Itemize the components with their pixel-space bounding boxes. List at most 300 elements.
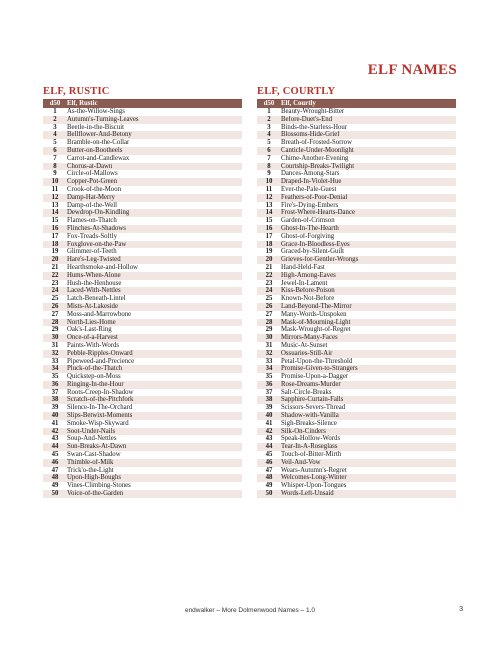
table-row — [257, 295, 456, 303]
table-row — [257, 373, 456, 381]
table-elf-rustic — [43, 86, 242, 498]
table-row — [43, 459, 242, 467]
row-name: Wears-Autumn's-Regret — [281, 466, 347, 474]
row-name: Beauty-Wrought-Bitter — [281, 108, 345, 115]
table-row — [43, 435, 242, 443]
row-number: 4 — [43, 131, 67, 139]
row-number: 45 — [265, 451, 273, 459]
table-row — [257, 155, 456, 163]
table-row — [257, 334, 456, 342]
row-name: Mirrors-Many-Faces — [281, 334, 456, 342]
table-row — [43, 350, 242, 358]
row-name: Bellflower-And-Betony — [67, 131, 242, 139]
table-row — [257, 490, 456, 498]
row-name: Autumn's-Turning-Leaves — [67, 116, 242, 124]
row-name: Tear-In-A-Roseglass — [281, 443, 456, 451]
row-number: 19 — [51, 248, 59, 256]
row-name: Land-Beyond-The-Mirror — [281, 303, 456, 311]
row-number: 43 — [51, 435, 59, 443]
table-elf-courtly — [257, 86, 456, 498]
table-row — [257, 241, 456, 249]
names-table — [43, 100, 242, 498]
row-number: 44 — [257, 443, 281, 451]
row-name: Swan-Cast-Shadow — [67, 451, 121, 459]
table-row — [257, 124, 456, 132]
table-row — [257, 202, 456, 210]
column-header-die: d50 — [257, 100, 281, 108]
table-row — [257, 459, 456, 467]
page-title: ELF NAMES — [367, 62, 457, 78]
row-name: Many-Words-Unspoken — [281, 310, 347, 318]
table-row — [43, 287, 242, 295]
row-number: 48 — [257, 474, 281, 482]
row-name: Shadow-with-Vanilla — [281, 412, 456, 420]
row-number: 21 — [51, 263, 59, 271]
row-name: Pluck-of-the-Thatch — [67, 365, 242, 373]
table-row — [257, 365, 456, 373]
row-name: Hare's-Leg-Twisted — [67, 256, 242, 264]
table-row — [257, 420, 456, 428]
table-row — [257, 264, 456, 272]
row-name: Bramble-on-the-Collar — [67, 139, 130, 147]
row-number: 37 — [51, 388, 59, 396]
section-title: ELF, RUSTIC — [43, 86, 242, 100]
table-row — [257, 131, 456, 139]
row-name: Sapphire-Curtain-Falls — [281, 396, 456, 404]
table-row — [43, 412, 242, 420]
row-number: 29 — [51, 326, 59, 334]
table-row — [257, 256, 456, 264]
table-row — [257, 396, 456, 404]
row-name: Roots-Creep-In-Shadow — [67, 388, 134, 396]
table-row — [43, 209, 242, 217]
row-name: Draped-In-Violet-Hue — [281, 178, 456, 186]
row-number: 9 — [53, 170, 57, 178]
row-name: Music-At-Sunset — [281, 341, 328, 349]
row-number: 13 — [265, 201, 273, 209]
table-row — [257, 350, 456, 358]
table-row — [257, 163, 456, 171]
row-number: 47 — [51, 466, 59, 474]
table-row — [257, 404, 456, 412]
row-number: 49 — [265, 482, 273, 490]
table-row — [257, 326, 456, 334]
table-row — [43, 342, 242, 350]
table-row — [257, 217, 456, 225]
table-header-row — [43, 100, 242, 108]
row-number: 24 — [43, 287, 67, 295]
row-number: 5 — [267, 139, 271, 147]
row-name: Whisper-Upon-Tongues — [281, 482, 347, 490]
row-number: 6 — [257, 147, 281, 155]
table-row — [43, 147, 242, 155]
row-name: Veil-And-Vow — [281, 459, 456, 467]
row-number: 32 — [257, 350, 281, 358]
row-number: 30 — [43, 334, 67, 342]
table-row — [43, 131, 242, 139]
row-name: Graced-by-Silent-Guilt — [281, 248, 345, 256]
table-row — [43, 358, 242, 366]
row-number: 41 — [265, 419, 273, 427]
row-number: 23 — [51, 279, 59, 287]
row-name: Frost-Where-Hearts-Dance — [281, 209, 456, 217]
row-number: 11 — [51, 185, 59, 193]
row-name: Hush-the-Henhouse — [67, 279, 122, 287]
table-row — [43, 326, 242, 334]
row-number: 48 — [43, 474, 67, 482]
row-name: Scratch-of-the-Pitchfork — [67, 396, 242, 404]
row-name: Chorus-at-Dawn — [67, 163, 242, 171]
row-number: 3 — [267, 123, 271, 131]
table-row — [257, 311, 456, 319]
row-number: 4 — [257, 131, 281, 139]
row-number: 34 — [257, 365, 281, 373]
row-name: Fox-Treads-Softly — [67, 232, 117, 240]
table-row — [43, 272, 242, 280]
table-row — [43, 256, 242, 264]
row-name: Courtship-Breaks-Twilight — [281, 163, 456, 171]
table-row — [43, 334, 242, 342]
row-name: Glimmer-of-Teeth — [67, 248, 117, 256]
row-name: Beetle-in-the-Biscuit — [67, 123, 125, 131]
table-row — [43, 482, 242, 490]
row-number: 18 — [257, 241, 281, 249]
row-number: 8 — [257, 163, 281, 171]
row-number: 24 — [257, 287, 281, 295]
table-row — [257, 186, 456, 194]
row-number: 41 — [51, 419, 59, 427]
row-number: 14 — [257, 209, 281, 217]
table-row — [257, 170, 456, 178]
table-row — [257, 319, 456, 327]
row-number: 35 — [265, 373, 273, 381]
row-name: Before-Duet's-End — [281, 116, 456, 124]
row-name: Salt-Circle-Breaks — [281, 388, 332, 396]
row-number: 32 — [43, 350, 67, 358]
row-number: 17 — [51, 232, 59, 240]
table-row — [257, 381, 456, 389]
row-name: Scissors-Severs-Thread — [281, 404, 346, 412]
row-number: 25 — [265, 295, 273, 303]
row-number: 10 — [43, 178, 67, 186]
table-row — [43, 428, 242, 436]
table-row — [43, 404, 242, 412]
row-number: 42 — [43, 428, 67, 436]
row-number: 26 — [43, 303, 67, 311]
table-row — [43, 365, 242, 373]
row-name: Butter-on-Bootheels — [67, 147, 242, 155]
row-number: 28 — [257, 319, 281, 327]
row-name: Slips-Betwixt-Moments — [67, 412, 242, 420]
row-name: As-the-Willow-Sings — [67, 108, 125, 115]
row-name: Pipeweed-and-Precience — [67, 357, 135, 365]
row-number: 40 — [43, 412, 67, 420]
table-row — [43, 225, 242, 233]
row-name: Breath-of-Frosted-Sorrow — [281, 139, 352, 147]
column-header-name: Elf, Rustic — [67, 100, 242, 108]
table-row — [43, 443, 242, 451]
row-name: Grieves-for-Gentler-Wrongs — [281, 256, 456, 264]
row-number: 2 — [257, 116, 281, 124]
row-name: Ghost-In-The-Hearth — [281, 225, 456, 233]
table-row — [43, 241, 242, 249]
row-name: Binds-the-Starless-Hour — [281, 123, 348, 131]
table-row — [257, 194, 456, 202]
table-row — [257, 443, 456, 451]
names-table — [257, 100, 456, 498]
row-number: 46 — [43, 459, 67, 467]
row-number: 45 — [51, 451, 59, 459]
row-name: Ever-the-Pale-Guest — [281, 185, 337, 193]
row-name: Mask-of-Mourning-Light — [281, 319, 456, 327]
column-header-die: d50 — [43, 100, 67, 108]
table-row — [257, 428, 456, 436]
row-name: North-Lies-Home — [67, 319, 242, 327]
row-name: High-Among-Eaves — [281, 272, 456, 280]
table-row — [257, 108, 456, 116]
table-row — [43, 155, 242, 163]
row-name: Hearthsmoke-and-Hollow — [67, 263, 138, 271]
row-number: 38 — [43, 396, 67, 404]
table-row — [43, 194, 242, 202]
row-name: Chime-Another-Evening — [281, 154, 349, 162]
table-body — [43, 108, 242, 498]
row-name: Paints-With-Words — [67, 341, 120, 349]
row-number: 47 — [265, 466, 273, 474]
row-name: Canticle-Under-Moonlight — [281, 147, 456, 155]
row-name: Damp-Hat-Merry — [67, 194, 242, 202]
table-row — [257, 467, 456, 475]
row-name: Carrot-and-Candlewax — [67, 154, 130, 162]
table-body — [257, 108, 456, 498]
row-number: 5 — [53, 139, 57, 147]
row-number: 7 — [267, 154, 271, 162]
row-name: Silk-On-Cinders — [281, 428, 456, 436]
row-number: 22 — [43, 272, 67, 280]
row-number: 8 — [43, 163, 67, 171]
row-name: Pebble-Ripples-Onward — [67, 350, 242, 358]
row-number: 21 — [265, 263, 273, 271]
row-name: Flames-on-Thatch — [67, 217, 117, 225]
table-row — [43, 170, 242, 178]
row-number: 35 — [51, 373, 59, 381]
row-number: 16 — [43, 225, 67, 233]
table-row — [257, 225, 456, 233]
row-number: 14 — [43, 209, 67, 217]
row-name: Known-Not-Before — [281, 295, 335, 303]
table-row — [43, 264, 242, 272]
table-row — [257, 233, 456, 241]
row-number: 44 — [43, 443, 67, 451]
table-row — [43, 311, 242, 319]
row-name: Moss-and-Marrowbone — [67, 310, 132, 318]
row-number: 50 — [43, 490, 67, 498]
table-row — [43, 420, 242, 428]
table-row — [257, 287, 456, 295]
row-name: Ringing-In-the-Hour — [67, 381, 242, 389]
table-row — [43, 124, 242, 132]
row-number: 40 — [257, 412, 281, 420]
row-name: Sun-Breaks-At-Dawn — [67, 443, 242, 451]
table-row — [43, 202, 242, 210]
table-row — [43, 474, 242, 482]
row-number: 12 — [43, 194, 67, 202]
table-row — [257, 147, 456, 155]
table-row — [43, 303, 242, 311]
row-number: 29 — [265, 326, 273, 334]
row-name: Latch-Beneath-Lintel — [67, 295, 126, 303]
row-name: Upon-High-Boughs — [67, 474, 242, 482]
table-row — [43, 389, 242, 397]
row-name: Fire's-Dying-Embers — [281, 201, 339, 209]
table-row — [43, 217, 242, 225]
row-name: Welcomes-Long-Winter — [281, 474, 456, 482]
table-row — [43, 233, 242, 241]
row-number: 42 — [257, 428, 281, 436]
row-name: Words-Left-Unsaid — [281, 490, 456, 498]
table-row — [43, 280, 242, 288]
table-row — [257, 116, 456, 124]
row-number: 36 — [257, 381, 281, 389]
row-number: 19 — [265, 248, 273, 256]
column-header-name: Elf, Courtly — [281, 100, 456, 108]
row-number: 33 — [265, 357, 273, 365]
section-title: ELF, COURTLY — [257, 86, 456, 100]
row-number: 33 — [51, 357, 59, 365]
row-number: 25 — [51, 295, 59, 303]
row-name: Dances-Among-Stars — [281, 170, 340, 178]
row-name: Speak-Hollow-Words — [281, 435, 341, 443]
row-number: 3 — [53, 123, 57, 131]
row-name: Foxglove-on-the-Paw — [67, 241, 242, 249]
row-number: 46 — [257, 459, 281, 467]
row-name: Dewdrop-On-Kindling — [67, 209, 242, 217]
row-number: 27 — [265, 310, 273, 318]
row-name: Ghost-of-Forgiving — [281, 232, 335, 240]
row-number: 10 — [257, 178, 281, 186]
table-row — [257, 209, 456, 217]
table-row — [43, 248, 242, 256]
row-name: Smoke-Wisp-Skyward — [67, 419, 129, 427]
row-name: Laced-With-Nettles — [67, 287, 242, 295]
row-name: Copper-Pot-Green — [67, 178, 242, 186]
row-name: Vines-Climbing-Stones — [67, 482, 131, 490]
row-number: 11 — [265, 185, 273, 193]
row-number: 13 — [51, 201, 59, 209]
row-name: Sigh-Breaks-Silence — [281, 419, 337, 427]
table-row — [43, 139, 242, 147]
row-name: Damp-of-the-Well — [67, 201, 118, 209]
table-row — [257, 280, 456, 288]
row-name: Thimble-of-Milk — [67, 459, 242, 467]
row-number: 6 — [43, 147, 67, 155]
table-row — [257, 303, 456, 311]
table-row — [257, 474, 456, 482]
row-name: Mists-At-Lakeside — [67, 303, 242, 311]
row-name: Garden-of-Crimson — [281, 217, 335, 225]
row-number: 9 — [267, 170, 271, 178]
row-name: Trick'o-the-Light — [67, 466, 114, 474]
row-number: 38 — [257, 396, 281, 404]
row-name: Grace-In-Bloodless-Eyes — [281, 241, 456, 249]
row-number: 37 — [265, 388, 273, 396]
table-row — [43, 490, 242, 498]
row-number: 26 — [257, 303, 281, 311]
row-name: Feathers-of-Poor-Denial — [281, 194, 456, 202]
row-name: Crook-of-the-Moon — [67, 185, 121, 193]
row-number: 28 — [43, 319, 67, 327]
row-name: Soup-And-Nettles — [67, 435, 117, 443]
table-row — [257, 451, 456, 459]
row-number: 16 — [257, 225, 281, 233]
row-name: Silence-In-The-Orchard — [67, 404, 133, 412]
row-number: 20 — [43, 256, 67, 264]
table-row — [43, 373, 242, 381]
row-name: Voice-of-the-Garden — [67, 490, 242, 498]
table-row — [257, 482, 456, 490]
table-row — [43, 396, 242, 404]
row-name: Oak's-Last-Ring — [67, 326, 112, 334]
page-number: 3 — [459, 606, 463, 613]
row-name: Rose-Dreams-Murder — [281, 381, 456, 389]
table-row — [43, 451, 242, 459]
table-row — [257, 412, 456, 420]
row-name: Mask-Wrought-of-Regret — [281, 326, 351, 334]
row-number: 2 — [43, 116, 67, 124]
row-number: 22 — [257, 272, 281, 280]
row-number: 20 — [257, 256, 281, 264]
row-number: 34 — [43, 365, 67, 373]
table-row — [43, 163, 242, 171]
row-number: 18 — [43, 241, 67, 249]
footer-text: endwalker – More Dolmenwood Names – 1.0 — [184, 607, 316, 614]
row-number: 15 — [51, 217, 59, 225]
row-number: 1 — [53, 108, 57, 115]
table-row — [43, 108, 242, 116]
row-name: Jewel-In-Lament — [281, 279, 328, 287]
table-row — [257, 139, 456, 147]
row-name: Circle-of-Mallows — [67, 170, 118, 178]
row-number: 36 — [43, 381, 67, 389]
row-name: Promise-Given-to-Strangers — [281, 365, 456, 373]
row-number: 12 — [257, 194, 281, 202]
row-number: 30 — [257, 334, 281, 342]
row-name: Ossuaries-Still-Air — [281, 350, 456, 358]
row-number: 7 — [53, 154, 57, 162]
row-number: 15 — [265, 217, 273, 225]
row-name: Soot-Under-Nails — [67, 428, 242, 436]
table-row — [43, 116, 242, 124]
row-number: 31 — [51, 341, 59, 349]
row-name: Touch-of-Bitter-Mirth — [281, 451, 342, 459]
row-number: 39 — [265, 404, 273, 412]
row-name: Kiss-Before-Poison — [281, 287, 456, 295]
row-number: 39 — [51, 404, 59, 412]
row-number: 17 — [265, 232, 273, 240]
row-name: Blossoms-Hide-Grief — [281, 131, 456, 139]
table-row — [43, 467, 242, 475]
row-name: Promise-Upon-a-Dagger — [281, 373, 349, 381]
row-number: 50 — [257, 490, 281, 498]
table-row — [257, 435, 456, 443]
table-row — [43, 186, 242, 194]
row-number: 1 — [267, 108, 271, 115]
row-name: Flinches-At-Shadows — [67, 225, 242, 233]
row-name: Quickstep-on-Moss — [67, 373, 121, 381]
table-row — [43, 381, 242, 389]
table-row — [257, 342, 456, 350]
row-name: Petal-Upon-the-Threshold — [281, 357, 353, 365]
